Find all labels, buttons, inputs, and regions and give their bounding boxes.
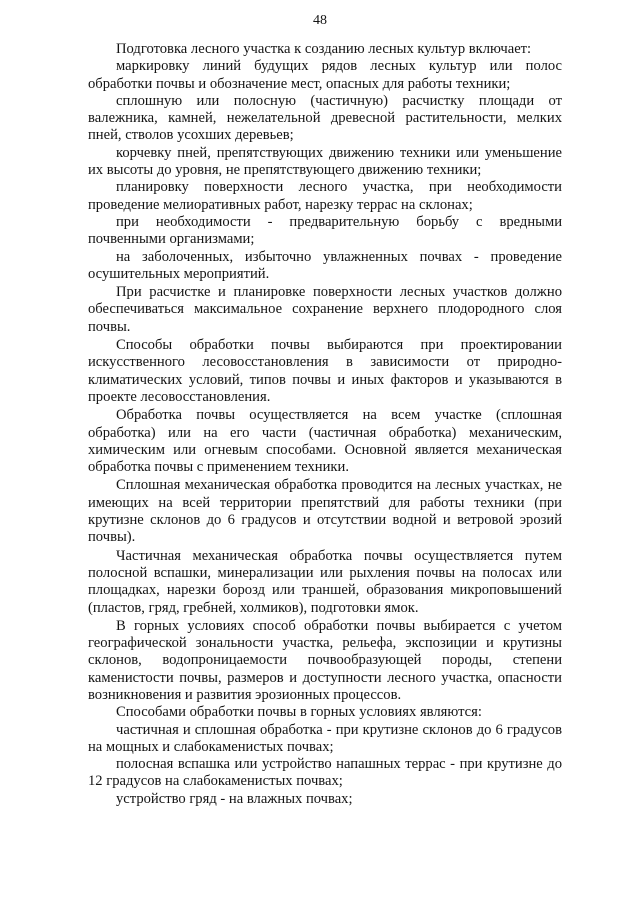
paragraph-pest-control: при необходимости - предварительную борьбу с вредными почвенными организмами; [88,213,562,248]
list-item-strip-plowing: полосная вспашка или устройство напашных террас - при крутизне до 12 градусов на слабокаменистых почвах; [88,756,562,790]
paragraph-stump-removal: корчевку пней, препятствующих движению техники или уменьшение их высоты до уровня, не препятствующего движению техники; [88,144,562,179]
paragraph-marking: маркировку линий будущих рядов лесных культур или полос обработки почвы и обозначение мест, опасных для работы техники; [88,58,562,92]
list-item-partial-continuous: частичная и сплошная обработка - при крутизне склонов до 6 градусов на мощных и слабокаменистых почвах; [88,721,562,755]
paragraph-partial-treatment: Частичная механическая обработка почвы осуществляется путем полосной вспашки, минерализации или рыхления почвы на полосах или площадках, нарезки борозд или траншей, образования микроповышений (пластов, гряд, гребней, холмиков), подготовки ямок. [88,547,562,616]
paragraph-mountain-conditions: В горных условиях способ обработки почвы выбирается с учетом географической зональности участка, рельефа, экспозиции и крутизны склонов, водопроницаемости почвообразующей породы, степени каменистости почвы, размеров и доступности лесного участка, опасности возникновения и развития эрозионных процессов. [88,617,562,703]
paragraph-intro: Подготовка лесного участка к созданию лесных культур включает: [116,41,532,57]
paragraph-topsoil: При расчистке и планировке поверхности лесных участков должно обеспечиваться максимальное сохранение верхнего плодородного слоя почвы. [88,284,562,335]
page-number: 48 [313,13,327,28]
paragraph-mountain-methods: Способами обработки почвы в горных условиях являются: [116,704,482,721]
paragraph-continuous-treatment: Сплошная механическая обработка проводится на лесных участках, не имеющих на всей территории препятствий для работы техники (при крутизне склонов до 6 градусов и отсутствии водной и ветровой эрозий почвы). [88,477,562,546]
paragraph-treatment-types: Обработка почвы осуществляется на всем участке (сплошная обработка) или на его части (частичная обработка) механическим, химическим или огневым способами. Основной является механическая обработка почвы с применением техники. [88,407,562,476]
paragraph-leveling: планировку поверхности лесного участка, при необходимости проведение мелиоративных работ, нарезку террас на склонах; [88,179,562,213]
document-body [88,41,562,808]
paragraph-drainage: на заболоченных, избыточно увлажненных почвах - проведение осушительных мероприятий. [88,248,562,282]
list-item-ridges: устройство гряд - на влажных почвах; [116,790,353,807]
paragraph-clearing: сплошную или полосную (частичную) расчистку площади от валежника, камней, нежелательной древесной растительности, мелких пней, стволов усохших деревьев; [88,92,562,144]
paragraph-methods-selection: Способы обработки почвы выбираются при проектировании искусственного лесовосстановления в зависимости от природно-климатических условий, типов почвы и иных факторов и указываются в проекте лесовосстановления. [88,337,562,405]
